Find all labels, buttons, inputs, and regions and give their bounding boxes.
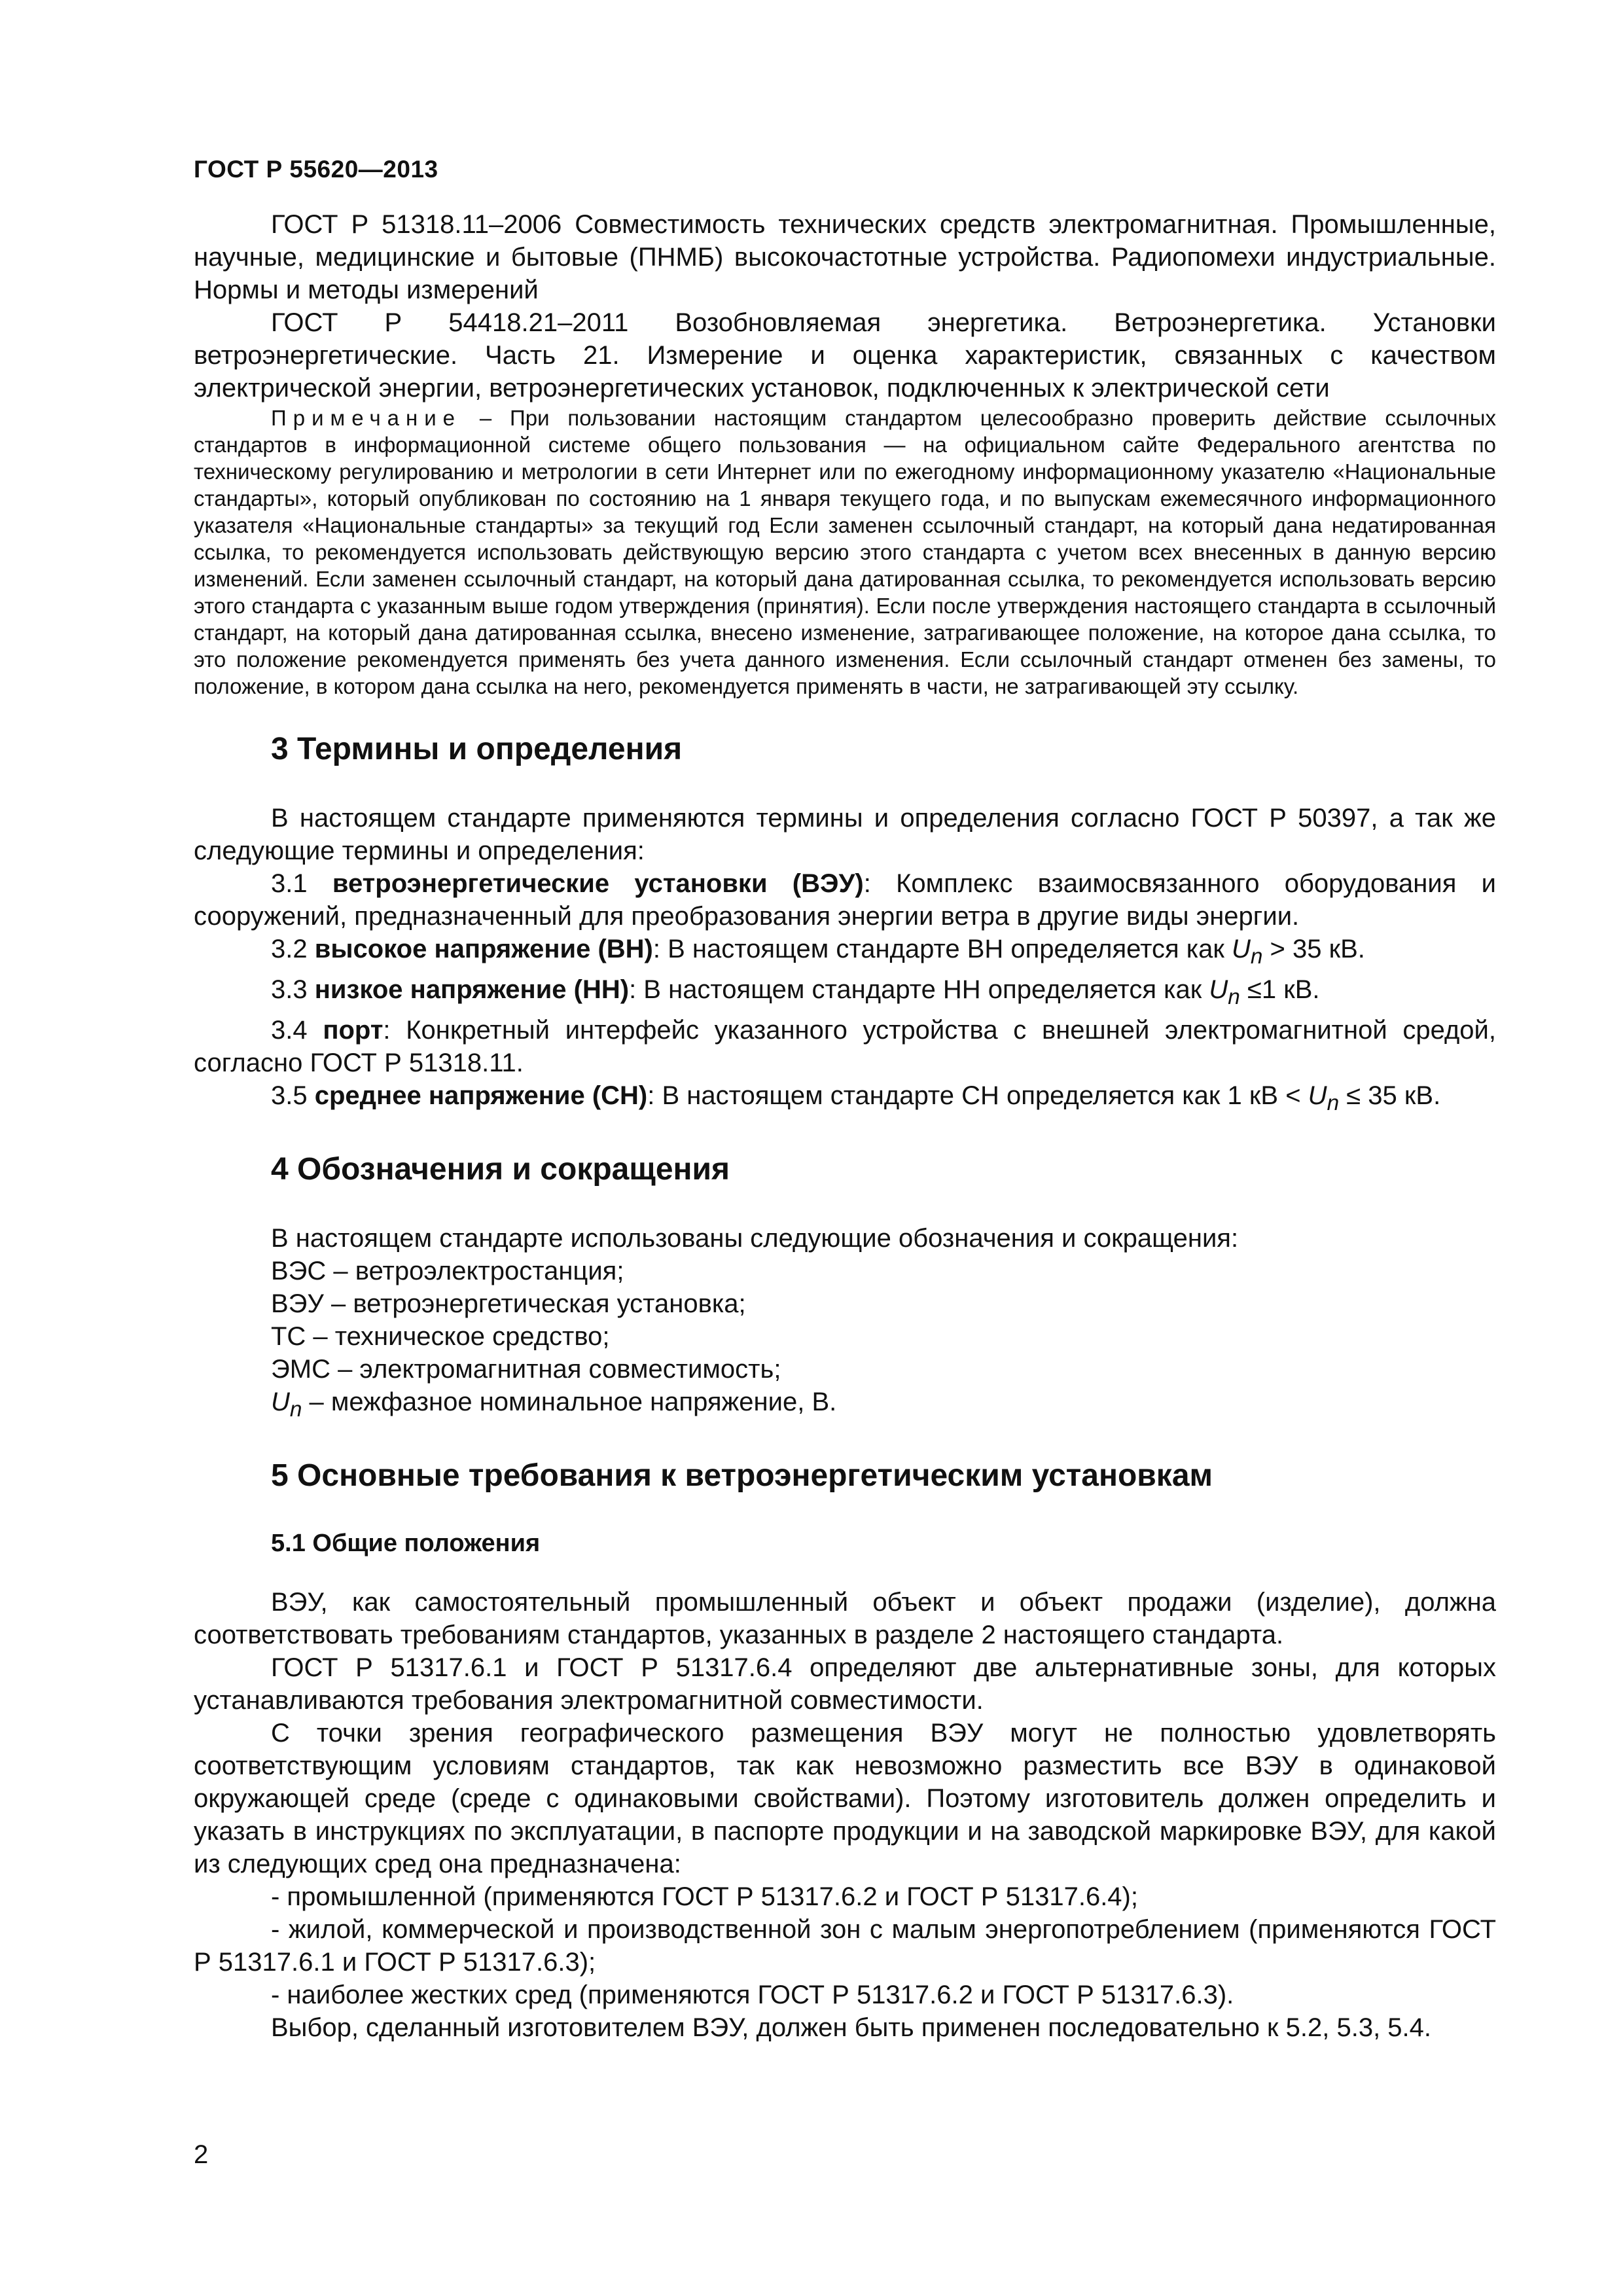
term-definition	[194, 1014, 1496, 1079]
note-paragraph	[194, 404, 1496, 700]
voltage-symbol: U	[1308, 1081, 1327, 1110]
voltage-symbol: U	[1209, 975, 1228, 1004]
list-item: - жилой, коммерческой и производственной зон с малым энергопотреблением (применяются ГОСТ Р 51317.6.1 и ГОСТ Р 51317.6.3);	[194, 1915, 1496, 1977]
term-name: низкое напряжение (НН)	[314, 975, 630, 1004]
list-item: - промышленной (применяются ГОСТ Р 51317.6.2 и ГОСТ Р 51317.6.4);	[271, 1882, 1138, 1911]
abbreviation-text: – межфазное номинальное напряжение, В.	[302, 1388, 837, 1416]
term-number: 3.5	[271, 1081, 308, 1110]
document-code-header: ГОСТ Р 55620—2013	[194, 156, 438, 183]
term-number: 3.3	[271, 975, 308, 1004]
term-name: ветроэнергетические установки (ВЭУ)	[332, 869, 864, 898]
subsection-5-1-heading: 5.1 Общие положения	[271, 1530, 541, 1557]
voltage-subscript: n	[1228, 985, 1240, 1009]
term-text: : В настоящем стандарте НН определяется как	[629, 975, 1209, 1004]
reference-entry: ГОСТ Р 51318.11–2006 Совместимость технических средств электромагнитная. Промышленные, научные, медицинские и бытовые (ПНМБ) высокочастотные устройства. Радиопомехи индустриальные. Нормы и методы измерений	[194, 210, 1496, 304]
body-paragraph: Выбор, сделанный изготовителем ВЭУ, должен быть применен последовательно к 5.2, 5.3, 5.4.	[271, 2013, 1432, 2042]
term-text: : В настоящем стандарте ВН определяется как	[652, 935, 1232, 963]
abbreviation-item: ЭМС – электромагнитная совместимость;	[271, 1355, 781, 1384]
term-definition	[194, 933, 1496, 973]
voltage-subscript: n	[1250, 944, 1263, 969]
page-number: 2	[194, 2140, 209, 2169]
section-3-intro: В настоящем стандарте применяются термины и определения согласно ГОСТ Р 50397, а так же следующие термины и определения:	[194, 804, 1496, 865]
body-paragraph: ГОСТ Р 51317.6.1 и ГОСТ Р 51317.6.4 определяют две альтернативные зоны, для которых устанавливаются требования электромагнитной совместимости.	[194, 1653, 1496, 1715]
term-number: 3.2	[271, 935, 308, 963]
voltage-subscript: n	[1327, 1091, 1340, 1115]
term-text-end: ≤1 кВ.	[1240, 975, 1320, 1004]
term-text: : Конкретный интерфейс указанного устройства с внешней электромагнитной средой, согласно ГОСТ Р 51318.11.	[194, 1016, 1497, 1077]
term-text: : Комплекс взаимосвязанного оборудования и сооружений, предназначенный для преобразования энергии ветра в другие виды энергии.	[194, 869, 1496, 931]
voltage-subscript: n	[289, 1397, 302, 1422]
term-name: среднее напряжение (СН)	[314, 1081, 648, 1110]
term-definition	[194, 867, 1496, 933]
term-text-end: ≤ 35 кВ.	[1339, 1081, 1441, 1110]
abbreviation-item	[194, 1386, 1496, 1426]
list-item: - наиболее жестких сред (применяются ГОСТ Р 51317.6.2 и ГОСТ Р 51317.6.3).	[271, 1981, 1234, 2009]
body-paragraph: ВЭУ, как самостоятельный промышленный объект и объект продажи (изделие), должна соответствовать требованиям стандартов, указанных в разделе 2 настоящего стандарта.	[194, 1588, 1496, 1649]
term-name: порт	[323, 1016, 383, 1045]
term-definition	[194, 1079, 1496, 1120]
section-4-heading: 4 Обозначения и сокращения	[271, 1152, 730, 1187]
term-text-end: > 35 кВ.	[1262, 935, 1365, 963]
voltage-symbol: U	[271, 1388, 290, 1416]
abbreviation-item: ТС – техническое средство;	[271, 1322, 610, 1351]
reference-entry: ГОСТ Р 54418.21–2011 Возобновляемая энергетика. Ветроэнергетика. Установки ветроэнергетические. Часть 21. Измерение и оценка характеристик, связанных с качеством электрической энергии, ветроэнергетических установок, подключенных к электрической сети	[194, 308, 1496, 403]
abbreviation-item: ВЭУ – ветроэнергетическая установка;	[271, 1289, 746, 1318]
abbreviation-item: ВЭС – ветроэлектростанция;	[271, 1257, 624, 1285]
term-definition	[194, 973, 1496, 1014]
term-number: 3.1	[271, 869, 308, 898]
page-content	[194, 208, 1496, 2044]
section-5-heading: 5 Основные требования к ветроэнергетическим установкам	[271, 1458, 1213, 1493]
section-4-intro: В настоящем стандарте использованы следующие обозначения и сокращения:	[271, 1224, 1239, 1253]
note-text: – При пользовании настоящим стандартом целесообразно проверить действие ссылочных стандартов в информационной системе общего пользования — на официальном сайте Федерального агентства по техническому регулированию и метрологии в сети Интернет или по ежегодному информационному указателю «Национальные стандарты», который опубликован по состоянию на 1 января текущего года, и по выпускам ежемесячного информационного указателя «Национальные стандарты» за текущий год Если заменен ссылочный стандарт, на который дана недатированная ссылка, то рекомендуется использовать действующую версию этого стандарта с учетом всех внесенных в данную версию изменений. Если заменен ссылочный стандарт, на который дана датированная ссылка, то рекомендуется использовать версию этого стандарта с указанным выше годом утверждения (принятия). Если после утверждения настоящего стандарта в ссылочный стандарт, на который дана датированная ссылка, внесено изменение, затрагивающее положение, на которое дана ссылка, то это положение рекомендуется применять без учета данного изменения. Если ссылочный стандарт отменен без замены, то положение, в котором дана ссылка на него, рекомендуется применять в части, не затрагивающей эту ссылку.	[194, 406, 1496, 698]
section-3-heading: 3 Термины и определения	[271, 732, 683, 766]
body-paragraph: С точки зрения географического размещения ВЭУ могут не полностью удовлетворять соответствующим условиям стандартов, так как невозможно разместить все ВЭУ в одинаковой окружающей среде (среде с одинаковыми свойствами). Поэтому изготовитель должен определить и указать в инструкциях по эксплуатации, в паспорте продукции и на заводской маркировке ВЭУ, для какой из следующих сред она предназначена:	[194, 1719, 1496, 1878]
term-name: высокое напряжение (ВН)	[314, 935, 653, 963]
term-number: 3.4	[271, 1016, 308, 1045]
term-text: : В настоящем стандарте СН определяется как 1 кВ <	[647, 1081, 1308, 1110]
note-label: Примечание	[271, 406, 462, 430]
voltage-symbol: U	[1231, 935, 1251, 963]
